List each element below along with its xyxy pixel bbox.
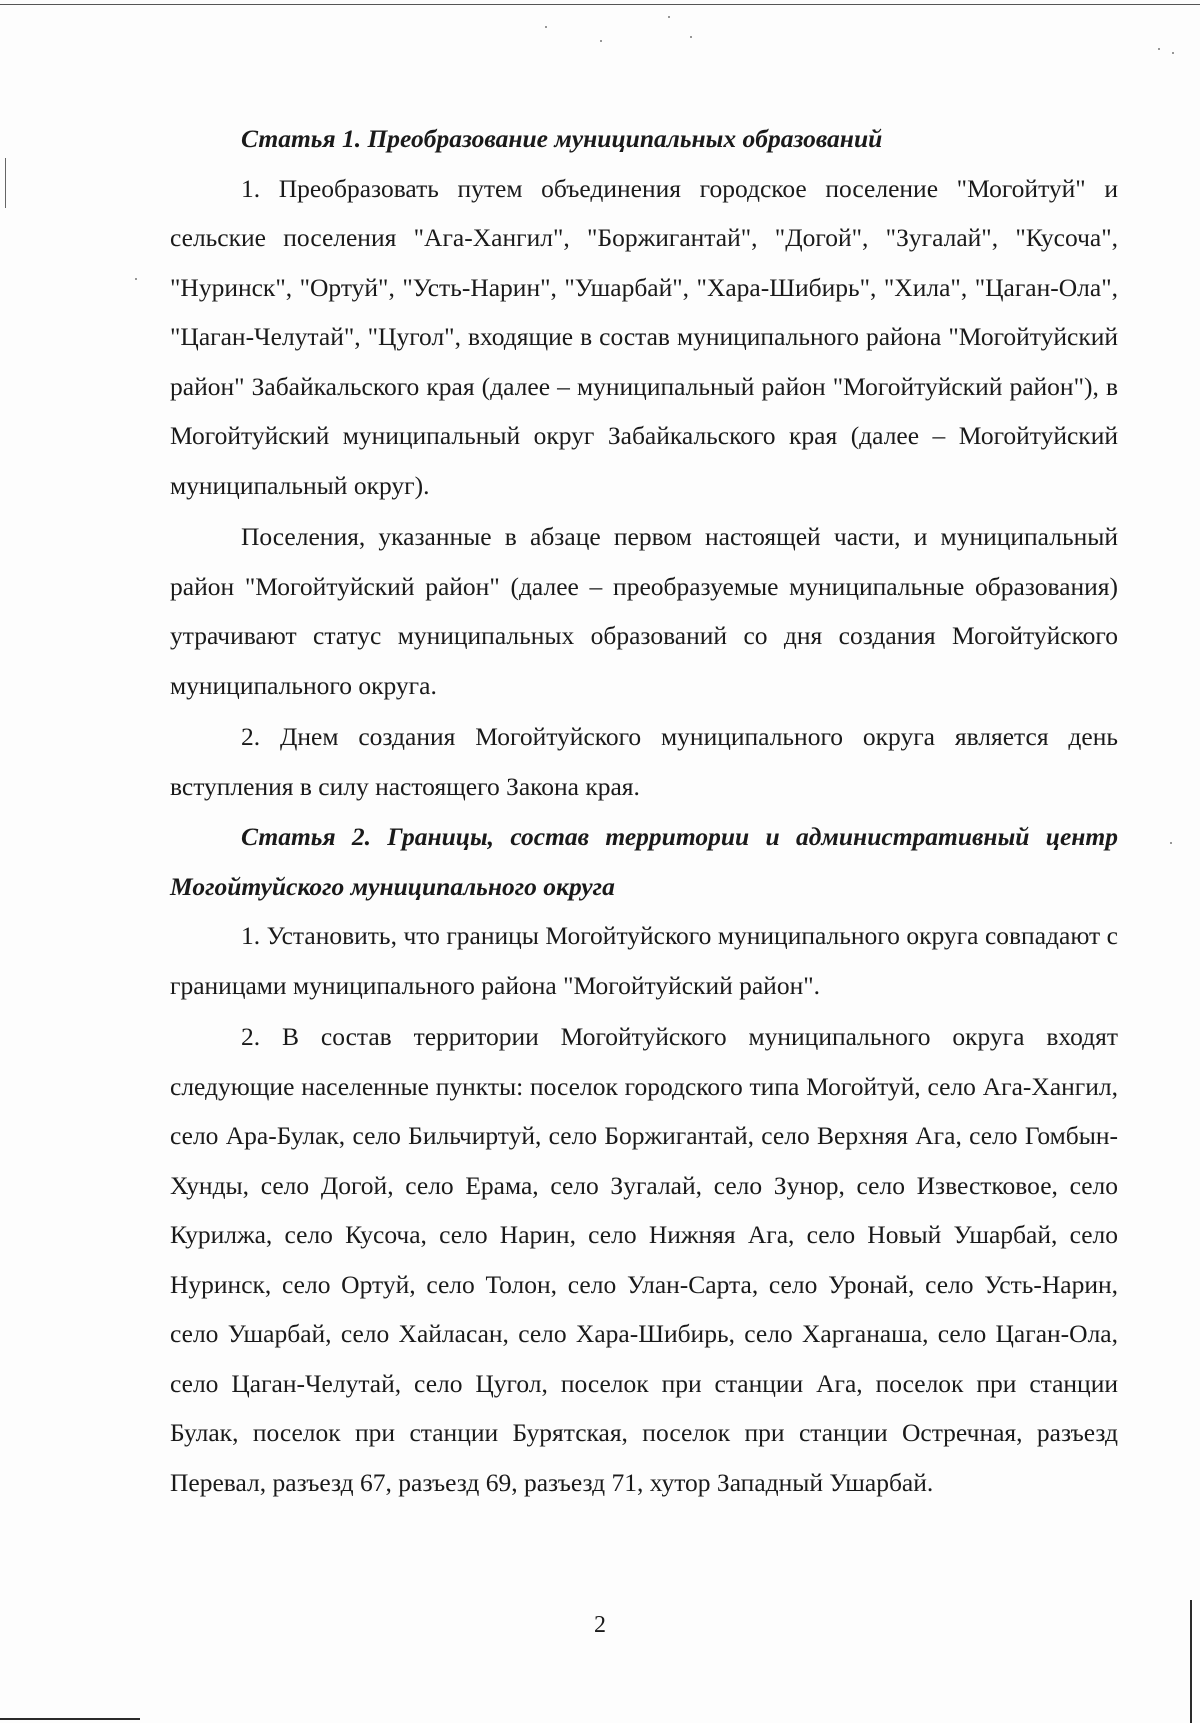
article-2-heading: Статья 2. Границы, состав территории и административный центр Могойтуйского муниципального округа xyxy=(170,822,1118,901)
scan-top-border xyxy=(0,4,1200,5)
scan-speck xyxy=(1172,52,1174,54)
scan-bottom-mark xyxy=(0,1718,140,1720)
article-1-paragraph: 1. Преобразовать путем объединения городское поселение "Могойтуй" и сельские поселения "Ага-Хангил", "Боржигантай", "Догой", "Зугалай", "Кусоча", "Нуринск", "Ортуй", "Усть-Нарин", "Ушарбай", "Хара-Шибирь", "Хила", "Цаган-Ола", "Цаган-Челутай", "Цугол", входящие в состав муниципального района "Могойтуйский район" Забайкальского края (далее – муниципальный район "Могойтуйский район"), в Могойтуйский муниципальный округ Забайкальского края (далее – Могойтуйский муниципальный округ). xyxy=(170,173,1118,500)
scan-speck xyxy=(135,278,137,280)
article-2-paragraph: 1. Установить, что границы Могойтуйского муниципального округа совпадают с границами муниципального района "Могойтуйский район". xyxy=(170,921,1118,1000)
scan-speck xyxy=(1158,48,1160,50)
scan-speck xyxy=(668,16,670,18)
article-1-paragraph: Поселения, указанные в абзаце первом настоящей части, и муниципальный район "Могойтуйский район" (далее – преобразуемые муниципальные образования) утрачивают статус муниципальных образований со дня создания Могойтуйского муниципального округа. xyxy=(170,522,1118,700)
article-2 xyxy=(170,812,1118,1507)
article-1-paragraph: 2. Днем создания Могойтуйского муниципального округа является день вступления в силу настоящего Закона края. xyxy=(170,722,1118,801)
article-1-heading: Статья 1. Преобразование муниципальных образований xyxy=(241,124,883,153)
scan-speck xyxy=(690,36,692,38)
article-2-paragraph: 2. В состав территории Могойтуйского муниципального округа входят следующие населенные пункты: поселок городского типа Могойтуй, село Ага-Хангил, село Ара-Булак, село Бильчиртуй, село Боржигантай, село Верхняя Ага, село Гомбын-Хунды, село Догой, село Ерама, село Зугалай, село Зунор, село Известковое, село Курилжа, село Кусоча, село Нарин, село Нижняя Ага, село Новый Ушарбай, село Нуринск, село Ортуй, село Толон, село Улан-Сарта, село Уронай, село Усть-Нарин, село Ушарбай, село Хайласан, село Хара-Шибирь, село Харганаша, село Цаган-Ола, село Цаган-Челутай, село Цугол, поселок при станции Ага, поселок при станции Булак, поселок при станции Бурятская, поселок при станции Остречная, разъезд Перевал, разъезд 67, разъезд 69, разъезд 71, хутор Западный Ушарбай. xyxy=(170,1022,1118,1497)
page-number: 2 xyxy=(594,1612,606,1638)
scan-left-mark xyxy=(5,158,6,208)
scan-speck xyxy=(600,40,602,42)
article-1 xyxy=(170,114,1118,811)
scan-speck xyxy=(1170,842,1172,844)
scan-speck xyxy=(545,26,547,28)
